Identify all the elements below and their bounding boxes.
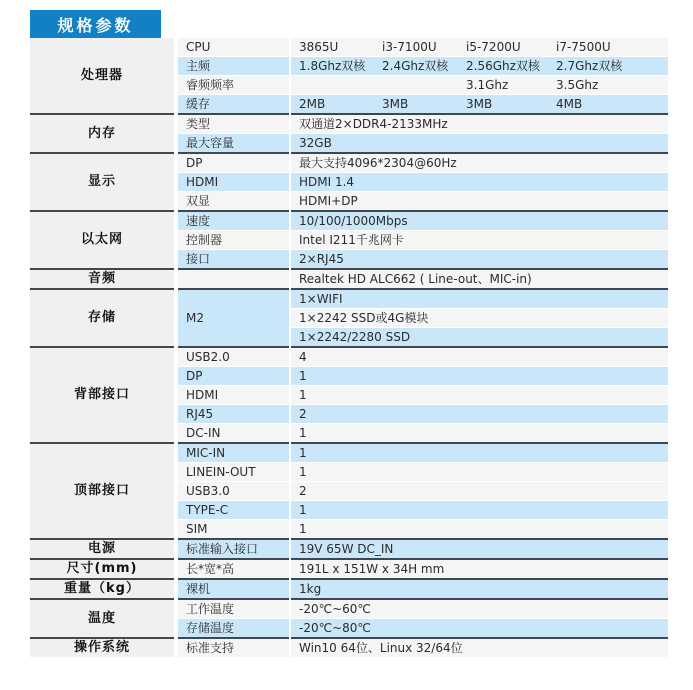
spec-row <box>30 559 668 579</box>
spec-title-badge <box>30 10 161 38</box>
spec-row <box>30 289 668 309</box>
spec-label: CPU <box>176 38 290 57</box>
spec-value: 1×2242/2280 SSD <box>290 328 668 348</box>
spec-label: TYPE-C <box>176 501 290 520</box>
spec-value: 双通道2×DDR4-2133MHz <box>290 114 668 134</box>
spec-value: Realtek HD ALC662 ( Line-out、MIC-in) <box>290 269 668 289</box>
category-display: 显示 <box>30 153 176 211</box>
spec-value: 3MB <box>374 95 458 115</box>
spec-value: 3865U <box>290 38 374 57</box>
section-ethernet <box>30 211 668 269</box>
spec-label: 标准输入接口 <box>176 539 290 559</box>
spec-label: RJ45 <box>176 405 290 424</box>
spec-value: 10/100/1000Mbps <box>290 211 668 231</box>
category-processor: 处理器 <box>30 38 176 114</box>
spec-label: HDMI <box>176 173 290 192</box>
spec-value <box>374 76 458 95</box>
spec-label: 缓存 <box>176 95 290 115</box>
spec-value: 1 <box>290 443 668 463</box>
spec-value: 4 <box>290 347 668 367</box>
spec-value: 2.56Ghz双核 <box>458 57 548 76</box>
spec-label: DP <box>176 367 290 386</box>
section-top-ports <box>30 443 668 539</box>
spec-row <box>30 539 668 559</box>
spec-value: i7-7500U <box>548 38 668 57</box>
spec-label: 接口 <box>176 250 290 270</box>
spec-value: i3-7100U <box>374 38 458 57</box>
spec-label: 双显 <box>176 192 290 212</box>
category-top-ports: 顶部接口 <box>30 443 176 539</box>
spec-row <box>30 638 668 658</box>
spec-value: 2×RJ45 <box>290 250 668 270</box>
spec-value: -20℃~60℃ <box>290 599 668 619</box>
spec-value: 1 <box>290 386 668 405</box>
category-memory: 内存 <box>30 114 176 153</box>
spec-label: 裸机 <box>176 579 290 599</box>
spec-label: DC-IN <box>176 424 290 444</box>
spec-label: 工作温度 <box>176 599 290 619</box>
spec-label: USB3.0 <box>176 482 290 501</box>
spec-value: 3.5Ghz <box>548 76 668 95</box>
spec-value: 1×2242 SSD或4G模块 <box>290 309 668 328</box>
section-memory <box>30 114 668 153</box>
spec-value: 1×WIFI <box>290 289 668 309</box>
spec-label: 最大容量 <box>176 134 290 154</box>
spec-label: 主频 <box>176 57 290 76</box>
category-temperature: 温度 <box>30 599 176 638</box>
spec-label: 存储温度 <box>176 619 290 639</box>
category-storage: 存储 <box>30 289 176 347</box>
spec-value: 3MB <box>458 95 548 115</box>
spec-label: 速度 <box>176 211 290 231</box>
spec-row <box>30 579 668 599</box>
spec-label: DP <box>176 153 290 173</box>
spec-row <box>30 38 668 57</box>
spec-label: HDMI <box>176 386 290 405</box>
spec-value: 3.1Ghz <box>458 76 548 95</box>
spec-value: 1 <box>290 367 668 386</box>
section-os <box>30 638 668 658</box>
spec-value: 1 <box>290 501 668 520</box>
section-storage <box>30 289 668 347</box>
spec-value: 1 <box>290 463 668 482</box>
section-processor <box>30 38 668 114</box>
spec-value: 2 <box>290 405 668 424</box>
spec-label: LINEIN-OUT <box>176 463 290 482</box>
spec-value: 1.8Ghz双核 <box>290 57 374 76</box>
spec-label: 控制器 <box>176 231 290 250</box>
spec-label: MIC-IN <box>176 443 290 463</box>
category-dimensions: 尺寸(mm) <box>30 559 176 579</box>
spec-table <box>30 38 668 658</box>
spec-label: M2 <box>176 289 290 347</box>
spec-row <box>30 443 668 463</box>
spec-row <box>30 211 668 231</box>
spec-row <box>30 599 668 619</box>
category-rear-ports: 背部接口 <box>30 347 176 443</box>
section-dimensions <box>30 559 668 579</box>
spec-value: Win10 64位、Linux 32/64位 <box>290 638 668 658</box>
spec-value: HDMI 1.4 <box>290 173 668 192</box>
section-rear-ports <box>30 347 668 443</box>
spec-value <box>290 76 374 95</box>
spec-value: i5-7200U <box>458 38 548 57</box>
spec-value: 2.4Ghz双核 <box>374 57 458 76</box>
spec-row <box>30 114 668 134</box>
spec-label: SIM <box>176 520 290 540</box>
spec-value: HDMI+DP <box>290 192 668 212</box>
category-audio: 音频 <box>30 269 176 289</box>
spec-row <box>30 153 668 173</box>
spec-value: 19V 65W DC_IN <box>290 539 668 559</box>
spec-title: 规格参数 <box>57 15 134 35</box>
spec-value: 191L x 151W x 34H mm <box>290 559 668 579</box>
spec-value: 4MB <box>548 95 668 115</box>
spec-value: Intel I211千兆网卡 <box>290 231 668 250</box>
spec-value: -20℃~80℃ <box>290 619 668 639</box>
spec-value: 32GB <box>290 134 668 154</box>
section-weight <box>30 579 668 599</box>
section-power <box>30 539 668 559</box>
spec-label: 标准支持 <box>176 638 290 658</box>
spec-value: 2 <box>290 482 668 501</box>
spec-label <box>176 269 290 289</box>
spec-label: 长*宽*高 <box>176 559 290 579</box>
spec-value: 1kg <box>290 579 668 599</box>
spec-label: 类型 <box>176 114 290 134</box>
section-display <box>30 153 668 211</box>
spec-label: USB2.0 <box>176 347 290 367</box>
spec-value: 最大支持4096*2304@60Hz <box>290 153 668 173</box>
category-ethernet: 以太网 <box>30 211 176 269</box>
category-power: 电源 <box>30 539 176 559</box>
spec-row <box>30 269 668 289</box>
spec-row <box>30 347 668 367</box>
section-temperature <box>30 599 668 638</box>
spec-value: 2.7Ghz双核 <box>548 57 668 76</box>
spec-value: 1 <box>290 424 668 444</box>
spec-value: 1 <box>290 520 668 540</box>
category-os: 操作系统 <box>30 638 176 658</box>
spec-label: 睿频频率 <box>176 76 290 95</box>
section-audio <box>30 269 668 289</box>
spec-value: 2MB <box>290 95 374 115</box>
category-weight: 重量（kg） <box>30 579 176 599</box>
